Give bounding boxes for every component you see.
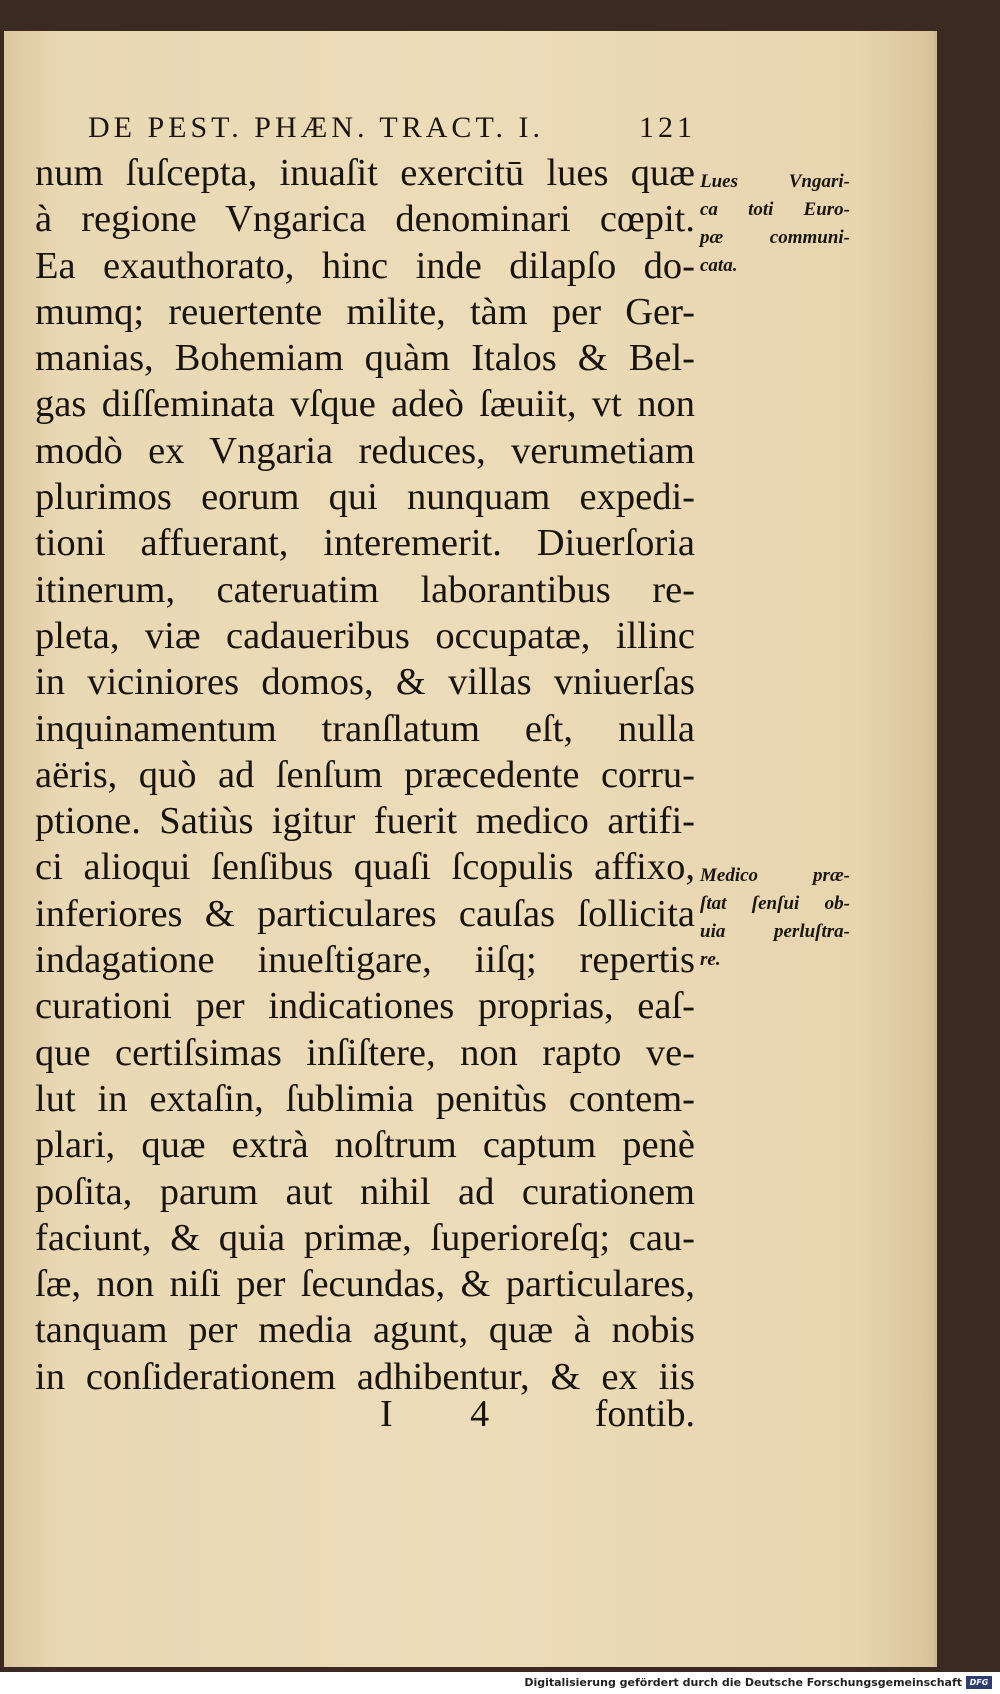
catchword: fontib.	[594, 1393, 695, 1435]
marginal-line: Lues Vngari-	[700, 171, 850, 192]
text-line: lut in extaſin, ſublimia penitùs contem-	[35, 1077, 695, 1120]
running-head-title: DE PEST. PHÆN. TRACT. I.	[88, 111, 545, 144]
marginal-line: pæ communi-	[700, 227, 850, 248]
text-line: gas diſſeminata vſque adeò ſæuiit, vt non	[35, 383, 695, 426]
text-line: inquinamentum tranſlatum eſt, nulla	[35, 707, 695, 750]
text-line: plurimos eorum qui nunquam expedi-	[35, 476, 695, 519]
dfg-logo: DFG	[966, 1676, 992, 1689]
text-line: aëris, quò ad ſenſum præcedente corru-	[35, 753, 695, 796]
text-line: pleta, viæ cadaueribus occupatæ, illinc	[35, 614, 695, 657]
text-line: plari, quæ extrà noſtrum captum penè	[35, 1124, 695, 1167]
text-line: poſita, parum aut nihil ad curationem	[35, 1170, 695, 1213]
text-line: inferiores & particulares cauſas ſollicita	[35, 892, 695, 935]
text-line: que certiſsimas inſiſtere, non rapto ve-	[35, 1031, 695, 1074]
text-line: tioni affuerant, interemerit. Diuerſoria	[35, 522, 695, 565]
body-text	[35, 150, 695, 1400]
marginal-note-1	[700, 168, 850, 280]
text-line: faciunt, & quia primæ, ſuperioreſq; cau-	[35, 1216, 695, 1259]
text-line: Ea exauthorato, hinc inde dilapſo do-	[35, 244, 695, 287]
running-head	[88, 111, 696, 145]
text-line: num ſuſcepta, inuaſit exercitū lues quæ	[35, 152, 695, 194]
marginal-line: uia perluſtra-	[700, 921, 850, 942]
catchline	[35, 1392, 695, 1438]
text-line: à regione Vngarica denominari cœpit.	[35, 198, 695, 241]
text-line: mumq; reuertente milite, tàm per Ger-	[35, 290, 695, 333]
text-line: indagatione inueſtigare, iiſq; repertis	[35, 939, 695, 982]
text-line: tanquam per media agunt, quæ à nobis	[35, 1309, 695, 1352]
marginal-line: Medico præ-	[700, 865, 850, 886]
text-line: itinerum, cateruatim laborantibus re-	[35, 568, 695, 611]
marginal-line: cata.	[700, 255, 738, 276]
marginal-line: ca toti Euro-	[700, 199, 850, 220]
text-line: modò ex Vngaria reduces, verumetiam	[35, 429, 695, 472]
signature-mark: I 4	[380, 1393, 524, 1435]
text-line: in conſiderationem adhibentur, & ex iis	[35, 1355, 695, 1398]
digitization-footer	[0, 1672, 1000, 1694]
marginal-line: ſtat ſenſui ob-	[700, 893, 850, 914]
text-line: ci alioqui ſenſibus quaſi ſcopulis affixo,	[35, 846, 695, 889]
page-number: 121	[639, 111, 696, 144]
text-line: ſæ, non niſi per ſecundas, & particulares,	[35, 1263, 695, 1306]
marginal-line: re.	[700, 949, 721, 970]
footer-credit: Digitalisierung gefördert durch die Deutsche Forschungsgemeinschaft	[524, 1676, 962, 1689]
marginal-note-2	[700, 862, 850, 974]
text-line: curationi per indicationes proprias, eaſ-	[35, 985, 695, 1028]
text-line: ptione. Satiùs igitur fuerit medico artifi-	[35, 800, 695, 843]
text-line: manias, Bohemiam quàm Italos & Bel-	[35, 337, 695, 380]
text-line: in viciniores domos, & villas vniuerſas	[35, 661, 695, 704]
